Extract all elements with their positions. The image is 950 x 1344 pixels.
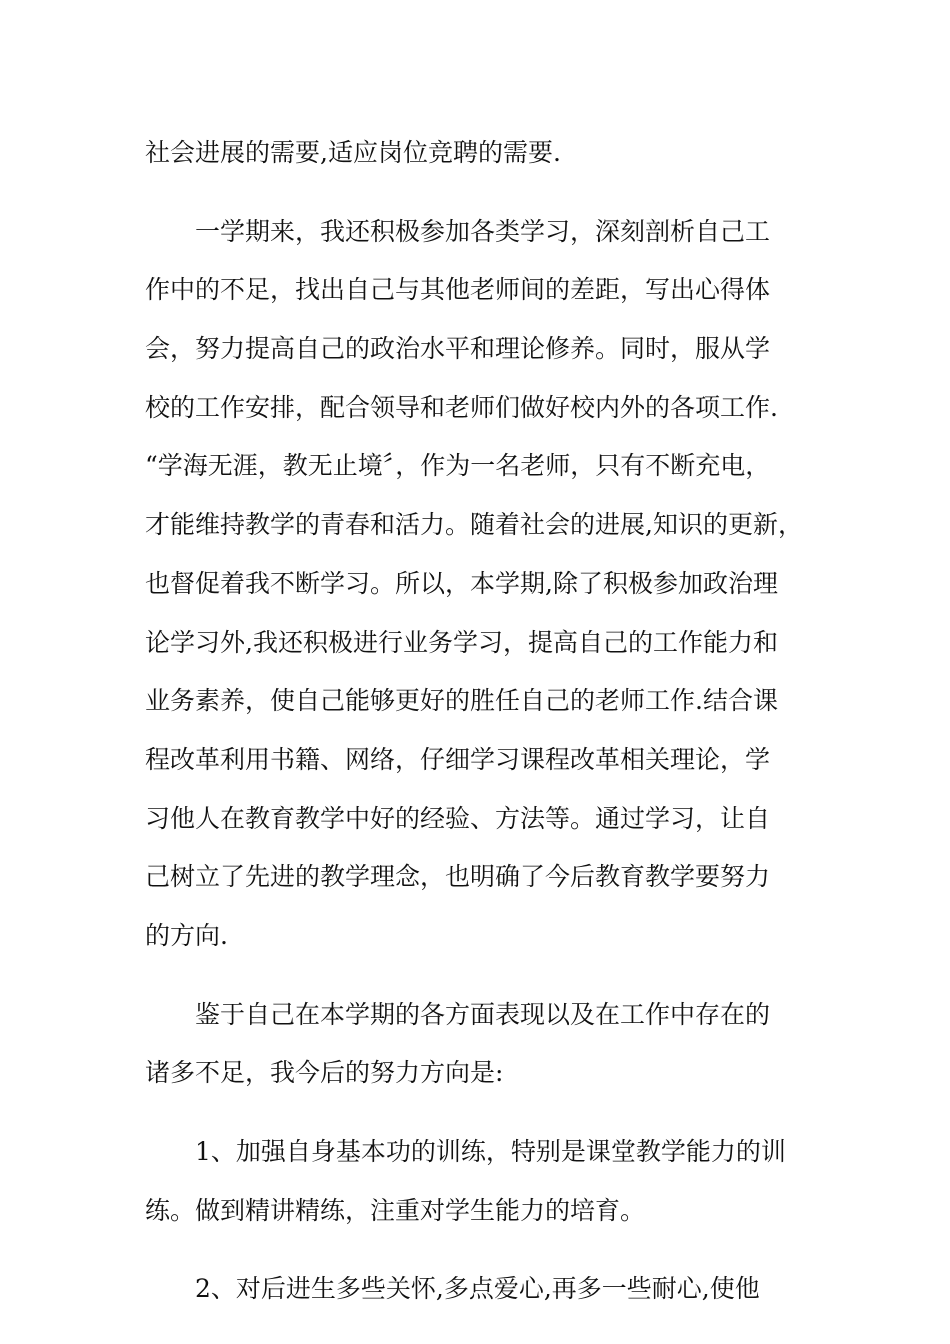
- document-body: [145, 124, 815, 1319]
- paragraph-line: 才能维持教学的青春和活力。随着社会的进展,知识的更新，: [145, 510, 803, 540]
- paragraph-2: [145, 203, 815, 966]
- paragraph-line: 鉴于自己在本学期的各方面表现以及在工作中存在的: [195, 999, 771, 1029]
- paragraph-line: 会，努力提高自己的政治水平和理论修养。同时，服从学: [145, 334, 771, 364]
- paragraph-line: “学海无涯，教无止境〞，作为一名老师，只有不断充电，: [145, 451, 771, 481]
- paragraph-3: [145, 986, 815, 1103]
- paragraph-line: 也督促着我不断学习。所以，本学期,除了积极参加政治理: [145, 568, 778, 598]
- paragraph-gap: [145, 1240, 815, 1260]
- paragraph-line: 校的工作安排，配合领导和老师们做好校内外的各项工作.: [145, 392, 778, 422]
- paragraph-line: 己树立了先进的教学理念，也明确了今后教育教学要努力: [145, 862, 771, 892]
- paragraph-line: 社会进展的需要,适应岗位竞聘的需要.: [145, 138, 561, 167]
- paragraph-line: 作中的不足，找出自己与其他老师间的差距，写出心得体: [145, 275, 771, 305]
- paragraph-4: [145, 1123, 815, 1240]
- paragraph-5: [145, 1260, 815, 1319]
- paragraph-line: 的方向.: [145, 920, 228, 950]
- paragraph-gap: [145, 183, 815, 203]
- paragraph-1: [145, 124, 815, 183]
- paragraph-line: 2、对后进生多些关怀,多点爱心,再多一些耐心,使他: [195, 1274, 760, 1304]
- paragraph-gap: [145, 1103, 815, 1123]
- paragraph-gap: [145, 966, 815, 986]
- paragraph-line: 练。做到精讲精练，注重对学生能力的培育。: [145, 1195, 646, 1225]
- paragraph-line: 1、加强自身基本功的训练，特别是课堂教学能力的训: [195, 1137, 786, 1166]
- paragraph-line: 业务素养，使自己能够更好的胜任自己的老师工作.结合课: [145, 686, 778, 716]
- paragraph-line: 习他人在教育教学中好的经验、方法等。通过学习，让自: [145, 803, 771, 833]
- paragraph-line: 论学习外,我还积极进行业务学习，提高自己的工作能力和: [145, 627, 778, 657]
- paragraph-line: 程改革利用书籍、网络，仔细学习课程改革相关理论，学: [145, 744, 771, 774]
- paragraph-line: 一学期来，我还积极参加各类学习，深刻剖析自己工: [195, 216, 771, 246]
- paragraph-line: 诸多不足，我今后的努力方向是:: [145, 1058, 504, 1088]
